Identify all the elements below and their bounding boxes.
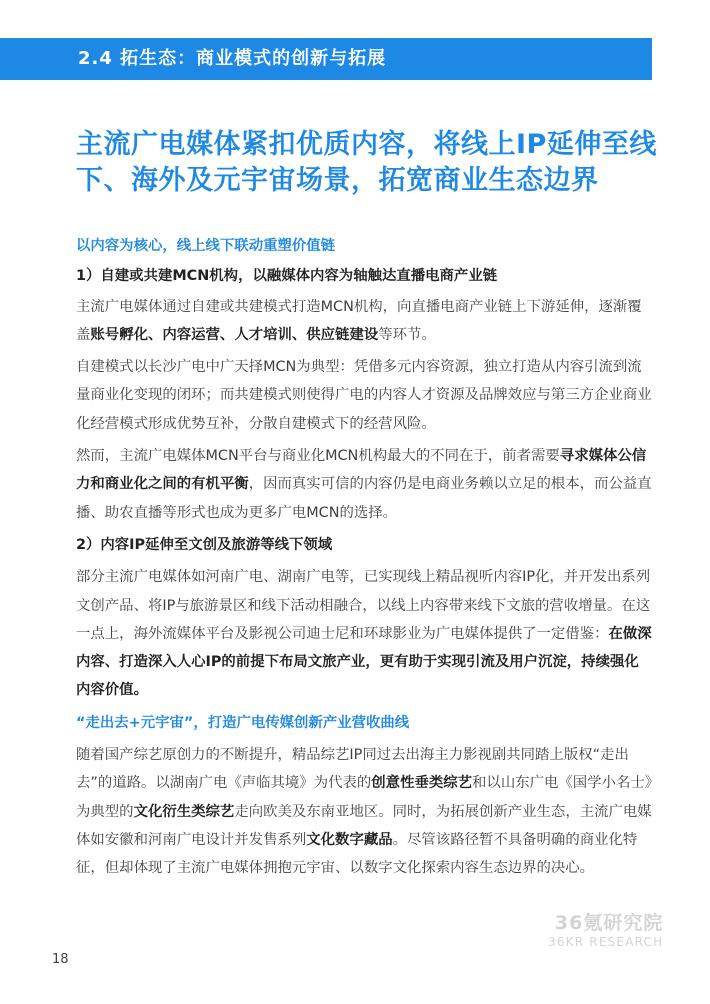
text: 然而，主流广电媒体MCN平台与商业化MCN机构最大的不同在于，前者需要 [76,448,560,465]
paragraph-ip-extension [76,563,652,704]
subheading-mcn: 1）自建或共建MCN机构，以融媒体内容为轴触达直播电商产业链 [76,268,498,285]
section-heading-going-global: “走出去+元宇宙”，打造广电传媒创新产业营收曲线 [76,714,410,731]
paragraph-mcn-models: 自建模式以长沙广电中广天择MCN为典型：凭借多元内容资源，独立打造从内容引流到流量商业化变现的闭环；而共建模式则使得广电的内容人才资源及品牌效应与第三方企业商业化经营模式形成优势互补，分散自建模式下的经营风险。 [76,359,652,432]
text: 走向欧美及东南亚地区。同时，为拓展创新产业生态，主流广电媒体如安徽和河南广电设计并发售系列 [76,803,652,848]
emphasis: 文化衍生类综艺 [133,803,235,820]
emphasis: 寻求媒体公信力和商业化之间的有机平衡 [76,448,647,493]
text: 。尽管该路径暂不具备明确的商业化特征，但却体现了主流广电媒体拥抱元宇宙、以数字文化探索内容生态边界的决心。 [76,831,638,877]
section-heading-content-core: 以内容为核心，线上线下联动重塑价值链 [76,238,336,254]
subheading-ip-extension: 2）内容IP延伸至文创及旅游等线下领域 [76,536,333,553]
emphasis: 文化数字藏品 [306,831,393,848]
watermark [548,912,663,950]
text: 等环节。 [378,326,436,343]
page-heading: 主流广电媒体紧扣优质内容，将线上IP延伸至线下、海外及元宇宙场景，拓宽商业生态边界 [76,129,657,196]
text: 主流广电媒体通过自建或共建模式打造MCN机构，向直播电商产业链上下游延伸，逐渐覆盖 [76,298,642,343]
text: 和以山东广电《国学小名士》为典型的 [76,775,652,820]
paragraph-mcn-difference [76,442,652,527]
watermark-en: 36KR RESEARCH [548,935,664,949]
section-title: 2.4 拓生态：商业模式的创新与拓展 [78,48,387,69]
text: 部分主流广电媒体如河南广电、湖南广电等，已实现线上精品视听内容IP化，并开发出系列文创产品、将IP与旅游景区和线下活动相融合，以线上内容带来线下文旅的营收增量。在这一点上，海外流媒体平台及影视公司迪士尼和环球影业为广电媒体提供了一定借鉴： [76,569,651,642]
emphasis: 在做深内容、打造深入人心IP的前提下布局文旅产业，更有助于实现引流及用户沉淀，持续强化内容价值。 [76,625,652,699]
paragraph-going-global [76,741,652,882]
emphasis: 账号孵化、内容运营、人才培训、供应链建设 [90,326,379,343]
36kr-logo [603,33,691,81]
logo-mark [607,41,643,70]
watermark-cn: 36氪研究院 [554,912,664,934]
text: ，因而真实可信的内容仍是电商业务赖以立足的根本，而公益直播、助农直播等形式也成为更多广电MCN的选择。 [76,476,652,521]
paragraph-mcn-intro [76,293,652,350]
emphasis: 创意性垂类综艺 [371,775,473,792]
article-body [76,232,652,883]
text: 随着国产综艺原创力的不断提升，精品综艺IP同过去出海主力影视剧共同踏上版权“走出去”的道路。以湖南广电《声临其境》为代表的 [76,747,629,792]
page-number: 18 [52,952,69,967]
